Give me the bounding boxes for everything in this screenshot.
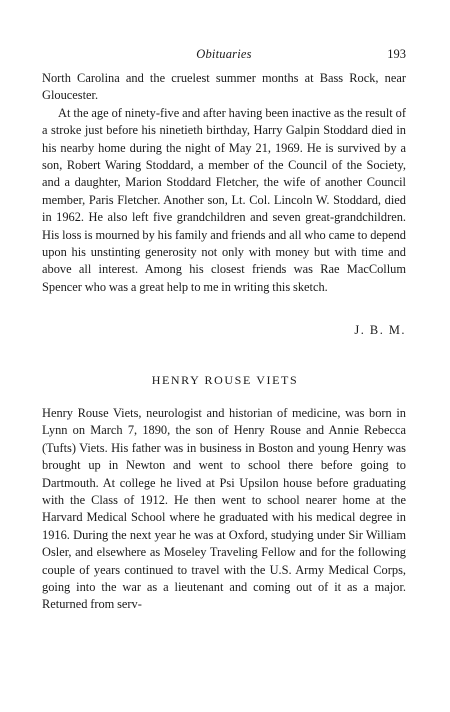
- obituary-viets-text: [42, 405, 406, 614]
- obituary-title: HENRY ROUSE VIETS: [151, 373, 299, 387]
- closing-paragraph: At the age of ninety-five and after having been inactive as the result of a stroke just before his ninetieth birthday, Harry Galpin Stoddard died in his nearby home during the night of May 21, 1969. He is survived by a son, Robert Waring Stoddard, a member of the Council of the Society, and a daughter, Marion Stoddard Fletcher, the wife of another Council member, Paris Fletcher. Another son, Lt. Col. Lincoln W. Stoddard, died in 1962. He also left five grandchildren and seven great-grandchildren. His loss is mourned by his family and friends and all who came to depend upon his unstinting generosity not only with money but with time and above all interest. Among his closest friends was Rae MacCollum Spencer who was a great help to me in writing this sketch.: [42, 105, 406, 294]
- page-number: 193: [387, 47, 406, 61]
- running-head: Obituaries: [196, 47, 252, 61]
- author-signature: J. B. M.: [354, 323, 406, 337]
- page-header: [42, 47, 406, 65]
- obituary-stoddard-text: [42, 70, 406, 296]
- opening-paragraph: Henry Rouse Viets, neurologist and historian of medicine, was born in Lynn on March 7, 1890, the son of Henry Rouse and Annie Rebecca (Tufts) Viets. His father was in business in Boston and young Henry was brought up in Newton and went to school there before going to Dartmouth. At college he lived at Psi Upsilon house before graduating with the Class of 1912. He then went to school nearer home at the Harvard Medical School where he graduated with his medical degree in 1916. During the next year he was at Oxford, studying under Sir William Osler, and elsewhere as Moseley Traveling Fellow and for the following couple of years continued to travel with the U.S. Army Medical Corps, going into the war as a lieutenant and coming out of it as a major. Returned from serv-: [42, 406, 406, 612]
- continuation-paragraph: North Carolina and the cruelest summer months at Bass Rock, near Gloucester.: [42, 71, 406, 103]
